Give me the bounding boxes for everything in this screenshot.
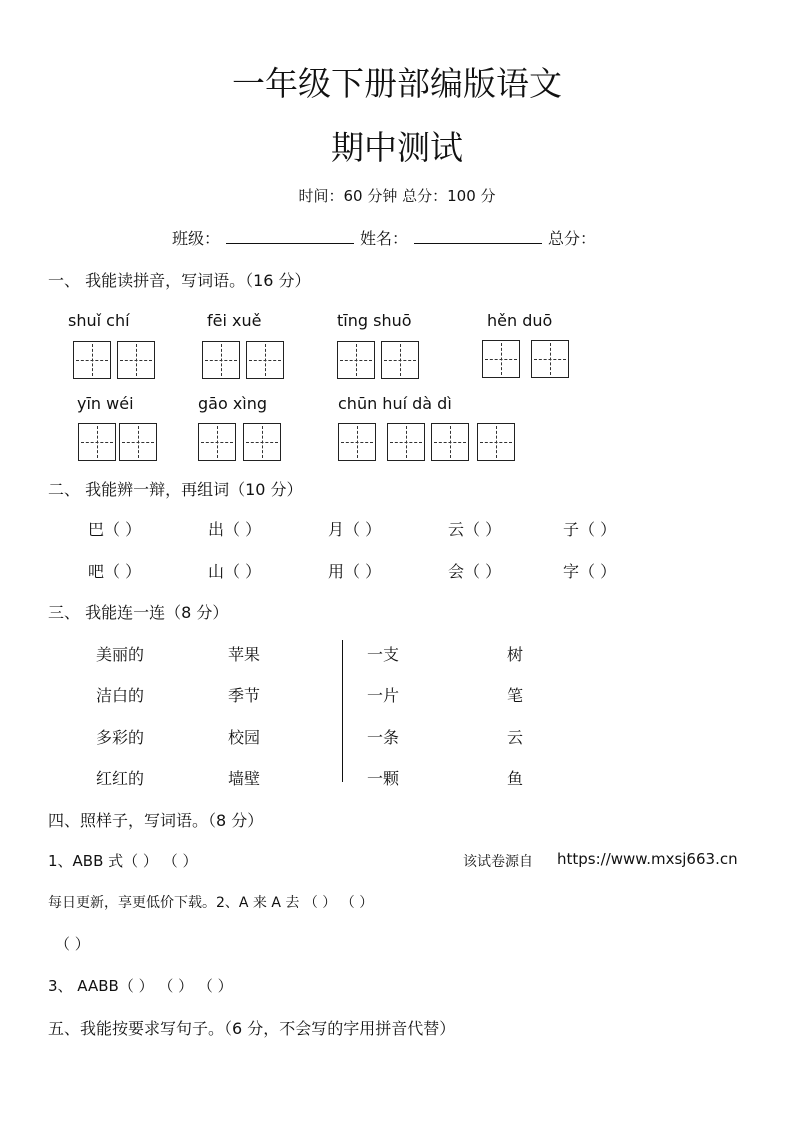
aabb-line[interactable]: 3、 AABB（ ） （ ） （ ） xyxy=(48,977,233,995)
match-item[interactable]: 鱼 xyxy=(507,769,524,788)
match-item[interactable]: 一支 xyxy=(367,645,400,664)
char-blank[interactable]: 字（ ） xyxy=(563,562,617,581)
match-item[interactable]: 季节 xyxy=(228,686,261,705)
match-item[interactable]: 校园 xyxy=(228,728,261,747)
column-divider xyxy=(342,640,343,782)
writing-grid[interactable] xyxy=(482,340,520,378)
char-blank[interactable]: 巴（ ） xyxy=(88,520,142,539)
writing-grid[interactable] xyxy=(117,341,155,379)
char-blank[interactable]: 山（ ） xyxy=(208,562,262,581)
writing-grid[interactable] xyxy=(387,423,425,461)
section1-heading: 一、 我能读拼音，写词语。（16 分） xyxy=(48,271,311,290)
writing-grid[interactable] xyxy=(202,341,240,379)
writing-grid[interactable] xyxy=(198,423,236,461)
name-label: 姓名： xyxy=(360,229,409,248)
match-item[interactable]: 笔 xyxy=(507,686,524,705)
match-item[interactable]: 美丽的 xyxy=(96,645,145,664)
writing-grid[interactable] xyxy=(381,341,419,379)
class-label: 班级： xyxy=(172,229,221,248)
match-item[interactable]: 洁白的 xyxy=(96,686,145,705)
writing-grid[interactable] xyxy=(431,423,469,461)
char-blank[interactable]: 子（ ） xyxy=(563,520,617,539)
char-blank[interactable]: 吧（ ） xyxy=(88,562,142,581)
char-blank[interactable]: 出（ ） xyxy=(208,520,262,539)
writing-grid[interactable] xyxy=(119,423,157,461)
char-blank[interactable]: 用（ ） xyxy=(328,562,382,581)
writing-grid[interactable] xyxy=(73,341,111,379)
match-item[interactable]: 树 xyxy=(507,645,524,664)
page-title: 一年级下册部编版语文 xyxy=(232,64,562,103)
match-item[interactable]: 一片 xyxy=(367,686,400,705)
match-item[interactable]: 云 xyxy=(507,728,524,747)
writing-grid[interactable] xyxy=(338,423,376,461)
writing-grid[interactable] xyxy=(337,341,375,379)
pinyin-label: gāo xìng xyxy=(198,394,268,413)
writing-grid[interactable] xyxy=(531,340,569,378)
match-item[interactable]: 红红的 xyxy=(96,769,145,788)
pinyin-label: shuǐ chí xyxy=(68,311,130,330)
time-info: 时间：60 分钟 总分：100 分 xyxy=(298,187,496,205)
pinyin-label: tīng shuō xyxy=(337,311,412,330)
answer-blank[interactable]: （ ） xyxy=(55,935,90,953)
name-field[interactable] xyxy=(414,229,542,244)
match-item[interactable]: 一条 xyxy=(367,728,400,747)
section5-heading: 五、我能按要求写句子。（6 分，不会写的字用拼音代替） xyxy=(48,1019,456,1038)
pinyin-label: fēi xuě xyxy=(207,311,262,330)
source-link[interactable]: https://www.mxsj663.cn xyxy=(557,850,738,868)
section4-heading: 四、照样子，写词语。（8 分） xyxy=(48,811,264,830)
char-blank[interactable]: 云（ ） xyxy=(448,520,502,539)
match-item[interactable]: 多彩的 xyxy=(96,728,145,747)
match-item[interactable]: 一颗 xyxy=(367,769,400,788)
char-blank[interactable]: 月（ ） xyxy=(328,520,382,539)
pinyin-label: yīn wéi xyxy=(77,394,134,413)
match-item[interactable]: 苹果 xyxy=(228,645,261,664)
source-label: 该试卷源自 xyxy=(463,854,533,870)
pinyin-label: hěn duō xyxy=(487,311,553,330)
score-label: 总分： xyxy=(548,229,597,248)
a-lai-a-qu-line[interactable]: 每日更新，享更低价下载。2、A 来 A 去 （ ） （ ） xyxy=(48,895,374,911)
section3-heading: 三、 我能连一连（8 分） xyxy=(48,603,229,622)
writing-grid[interactable] xyxy=(246,341,284,379)
writing-grid[interactable] xyxy=(477,423,515,461)
page-subtitle: 期中测试 xyxy=(331,128,463,167)
class-field[interactable] xyxy=(226,229,354,244)
student-info-row xyxy=(172,226,596,249)
char-blank[interactable]: 会（ ） xyxy=(448,562,502,581)
match-item[interactable]: 墙壁 xyxy=(228,769,261,788)
section2-heading: 二、 我能辨一辩，再组词（10 分） xyxy=(48,480,303,499)
writing-grid[interactable] xyxy=(78,423,116,461)
pinyin-label: chūn huí dà dì xyxy=(338,394,452,413)
abb-line[interactable]: 1、ABB 式（ ） （ ） xyxy=(48,852,198,870)
writing-grid[interactable] xyxy=(243,423,281,461)
